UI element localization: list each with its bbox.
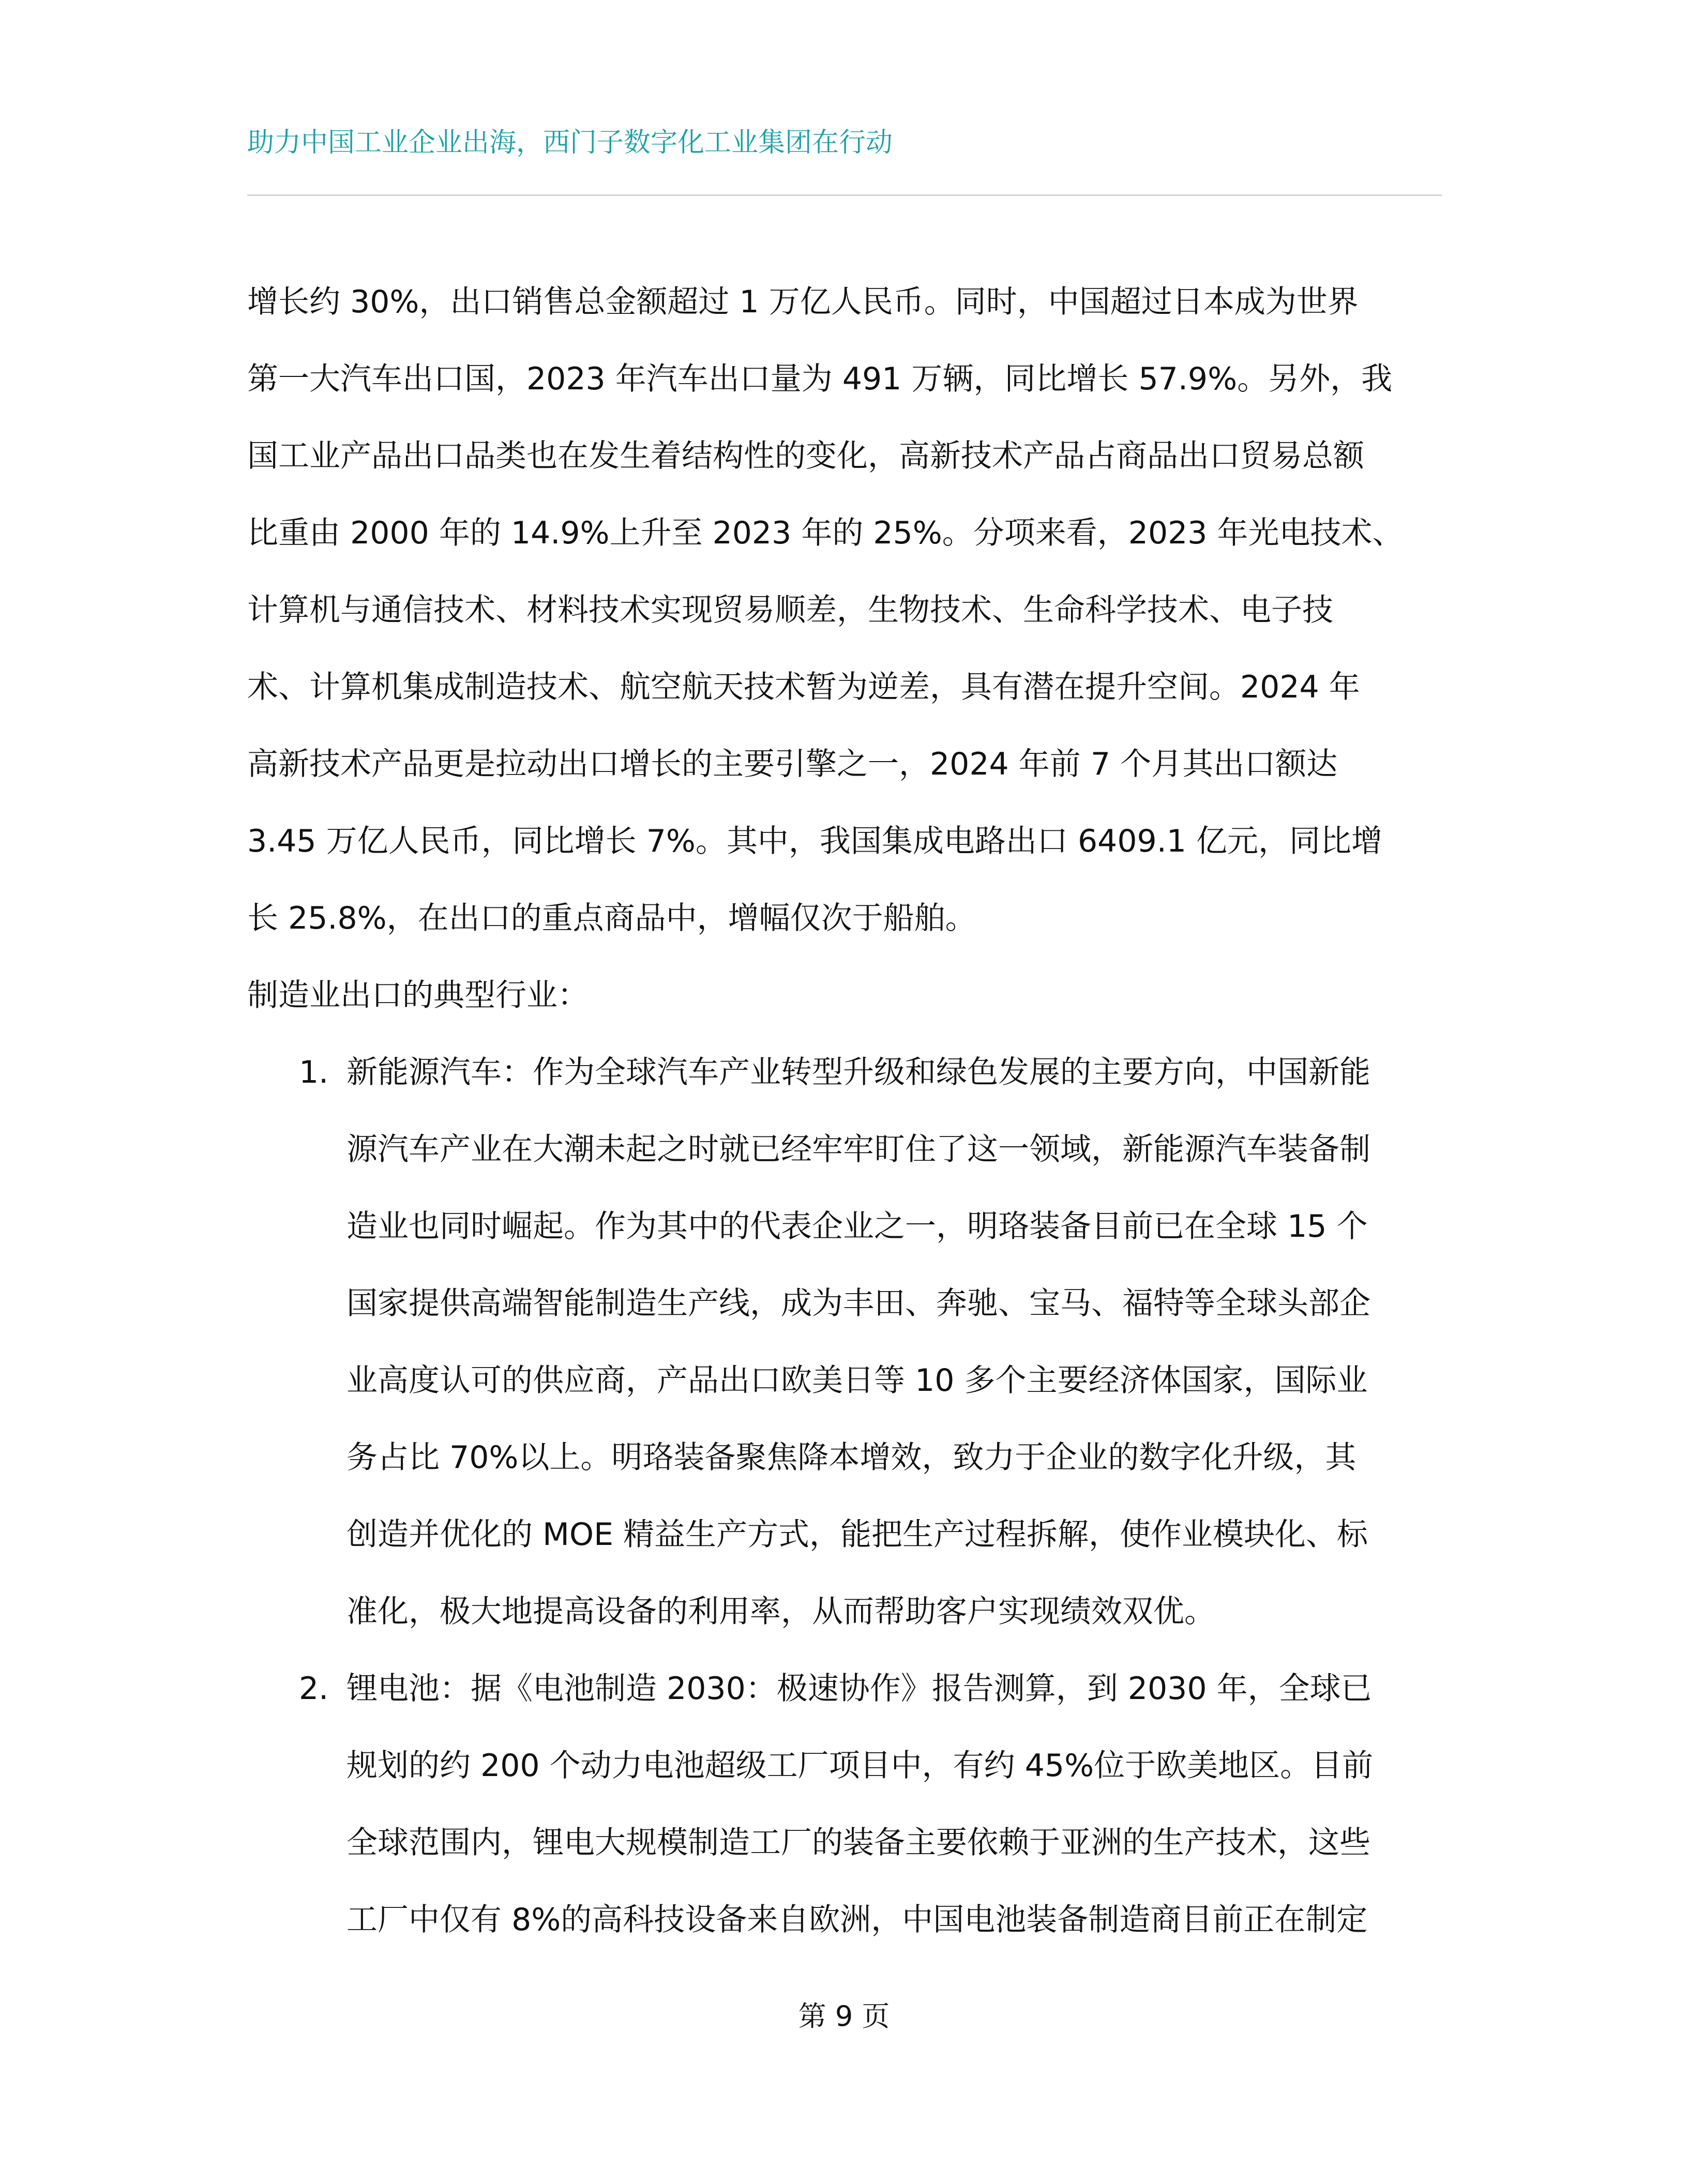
list-item-number: 1.	[299, 1054, 329, 1090]
list-item-number: 2.	[299, 1671, 329, 1707]
header-divider	[247, 194, 1442, 196]
paragraph-line: 3.45 万亿人民币，同比增长 7%。其中，我国集成电路出口 6409.1 亿元，同比增	[247, 823, 1383, 859]
list-item-line: 全球范围内，锂电大规模制造工厂的装备主要依赖于亚洲的生产技术，这些	[346, 1825, 1370, 1861]
list-item-line: 务占比 70%以上。明珞装备聚焦降本增效，致力于企业的数字化升级，其	[346, 1439, 1357, 1476]
paragraph-line: 计算机与通信技术、材料技术实现贸易顺差，生物技术、生命科学技术、电子技	[247, 592, 1333, 628]
paragraph-line: 增长约 30%，出口销售总金额超过 1 万亿人民币。同时，中国超过日本成为世界	[247, 284, 1359, 320]
list-item-line: 造业也同时崛起。作为其中的代表企业之一，明珞装备目前已在全球 15 个	[346, 1208, 1368, 1245]
list-item-line: 国家提供高端智能制造生产线，成为丰田、奔驰、宝马、福特等全球头部企	[346, 1285, 1370, 1322]
paragraph-line: 长 25.8%，在出口的重点商品中，增幅仅次于船舶。	[247, 900, 976, 936]
list-item-line: 创造并优化的 MOE 精益生产方式，能把生产过程拆解，使作业模块化、标	[346, 1516, 1368, 1553]
paragraph-line: 比重由 2000 年的 14.9%上升至 2023 年的 25%。分项来看，2023 年光电技术、	[247, 515, 1404, 551]
running-header: 助力中国工业企业出海，西门子数字化工业集团在行动	[247, 127, 893, 158]
section-heading: 制造业出口的典型行业：	[247, 977, 589, 1013]
list-item-line: 源汽车产业在大潮未起之时就已经牢牢盯住了这一领域，新能源汽车装备制	[346, 1131, 1370, 1167]
list-item-line: 规划的约 200 个动力电池超级工厂项目中，有约 45%位于欧美地区。目前	[346, 1748, 1374, 1784]
paragraph-line: 术、计算机集成制造技术、航空航天技术暂为逆差，具有潜在提升空间。2024 年	[247, 669, 1360, 705]
paragraph-line: 第一大汽车出口国，2023 年汽车出口量为 491 万辆，同比增长 57.9%。另外，我	[247, 361, 1393, 397]
list-item-line: 新能源汽车：作为全球汽车产业转型升级和绿色发展的主要方向，中国新能	[346, 1054, 1370, 1090]
list-item-line: 准化，极大地提高设备的利用率，从而帮助客户实现绩效双优。	[346, 1594, 1215, 1630]
list-item-line: 锂电池：据《电池制造 2030：极速协作》报告测算，到 2030 年，全球已	[346, 1671, 1372, 1707]
list-item-line: 业高度认可的供应商，产品出口欧美日等 10 多个主要经济体国家，国际业	[346, 1362, 1368, 1399]
page-number: 第 9 页	[798, 2000, 890, 2033]
paragraph-line: 国工业产品出口品类也在发生着结构性的变化，高新技术产品占商品出口贸易总额	[247, 438, 1364, 474]
paragraph-line: 高新技术产品更是拉动出口增长的主要引擎之一，2024 年前 7 个月其出口额达	[247, 746, 1338, 782]
list-item-line: 工厂中仅有 8%的高科技设备来自欧洲，中国电池装备制造商目前正在制定	[346, 1902, 1368, 1938]
